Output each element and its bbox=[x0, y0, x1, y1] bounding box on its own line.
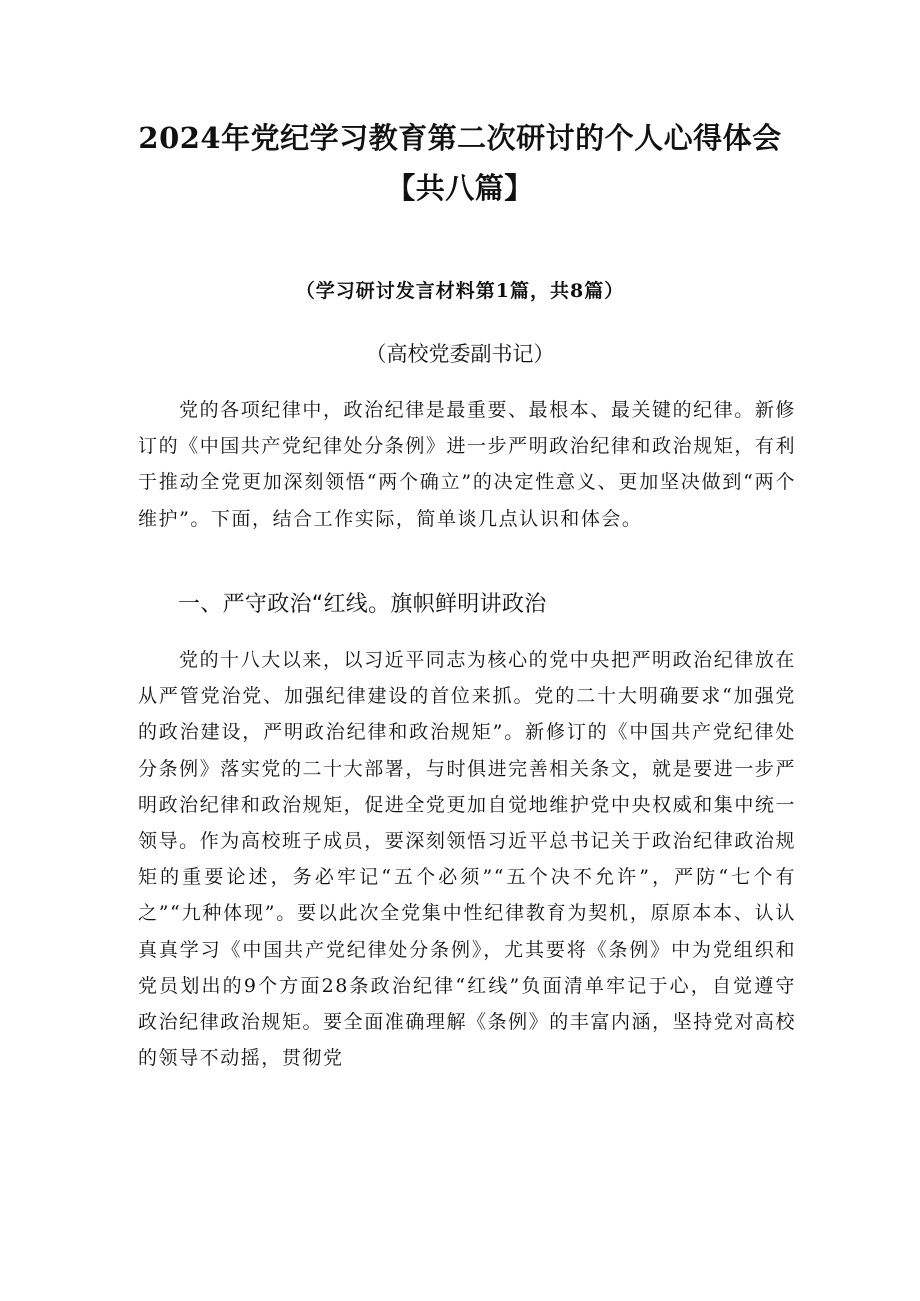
document-title: 2024年党纪学习教育第二次研讨的个人心得体会 bbox=[138, 121, 782, 155]
document-title-suffix: 【共八篇】 bbox=[386, 171, 534, 205]
body-paragraph: 党的十八大以来，以习近平同志为核心的党中央把严明政治纪律放在从严管党治党、加强纪律建设的首位来抓。党的二十大明确要求“加强党的政治建设，严明政治纪律和政治规矩”。新修订的《中国共产党纪律处分条例》落实党的二十大部署，与时俱进完善相关条文，就是要进一步严明政治纪律和政治规矩，促进全党更加自觉地维护党中央权威和集中统一领导。作为高校班子成员，要深刻领悟习近平总书记关于政治纪律政治规矩的重要论述，务必牢记“五个必须”“五个决不允许”，严防“七个有之”“九种体现”。要以此次全党集中性纪律教育为契机，原原本本、认认真真学习《中国共产党纪律处分条例》，尤其要将《条例》中为党组织和党员划出的9个方面28条政治纪律“红线”负面清单牢记于心，自觉遵守政治纪律政治规矩。要全面准确理解《条例》的丰富内涵，坚持党对高校的领导不动摇，贯彻党 bbox=[138, 649, 796, 1070]
section-heading: 一、严守政治“红线。旗帜鲜明讲政治 bbox=[178, 592, 547, 617]
intro-paragraph: 党的各项纪律中，政治纪律是最重要、最根本、最关键的纪律。新修订的《中国共产党纪律处分条例》进一步严明政治纪律和政治规矩，有利于推动全党更加深刻领悟“两个确立”的决定性意义、更加坚决做到“两个维护”。下面，结合工作实际，简单谈几点认识和体会。 bbox=[138, 399, 796, 530]
author-role: （高校党委副书记） bbox=[365, 342, 555, 366]
document-subtitle: （学习研讨发言材料第1篇，共8篇） bbox=[295, 280, 625, 302]
